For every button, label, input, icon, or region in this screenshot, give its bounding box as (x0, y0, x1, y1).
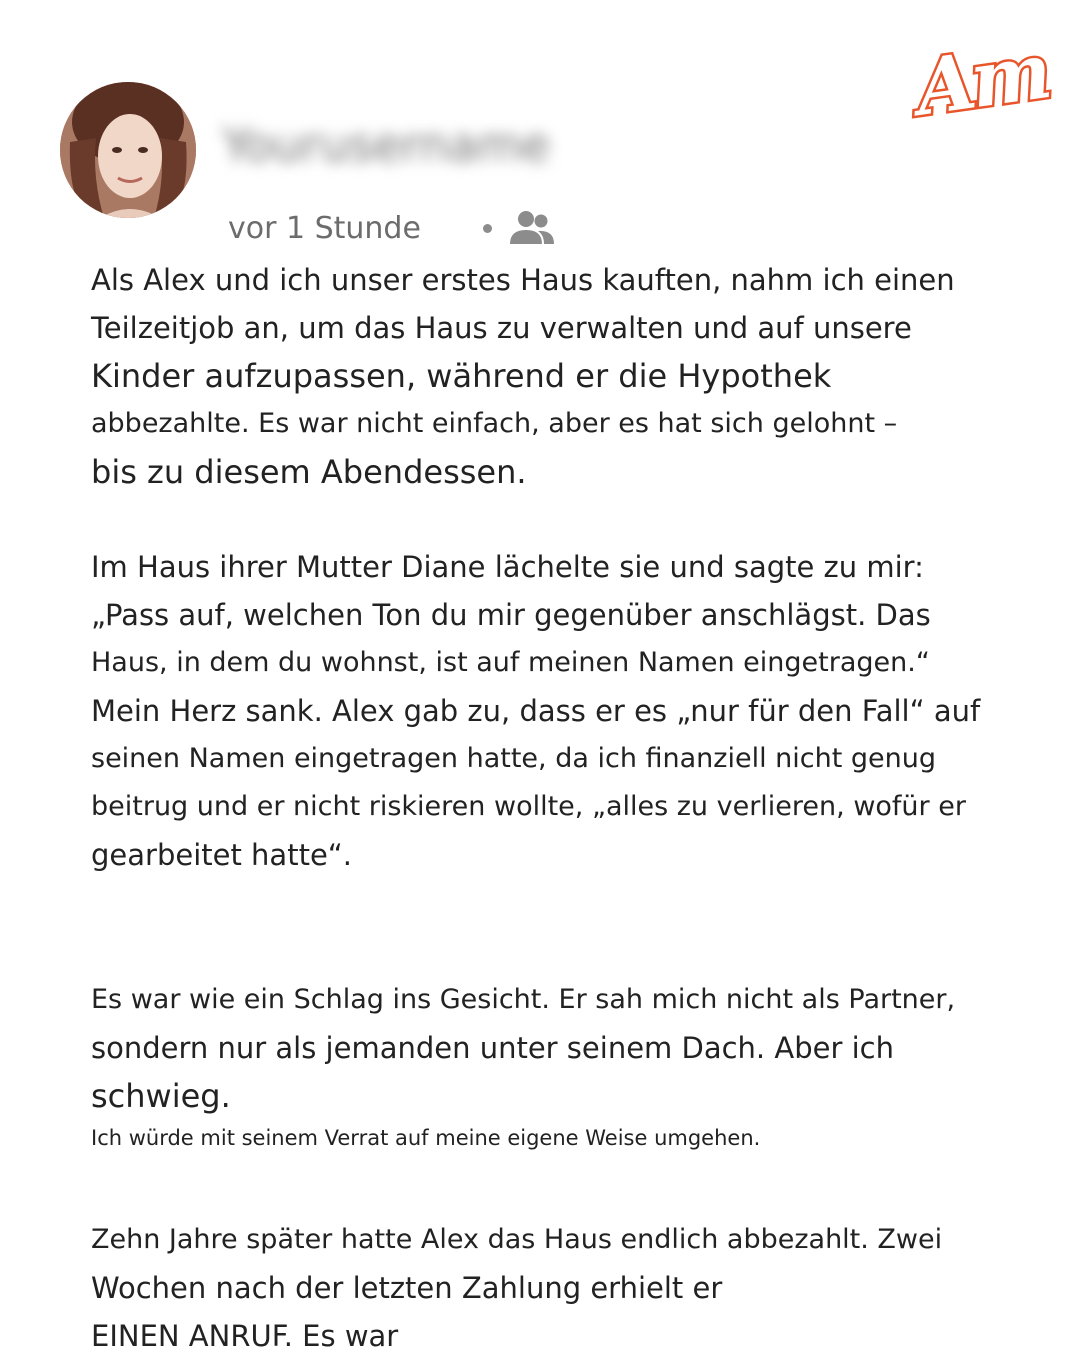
text-line: Kinder aufzupassen, während er die Hypothek (91, 357, 832, 395)
text-line: schwieg. (91, 1077, 231, 1115)
logo-text: Am (910, 25, 1054, 133)
text-line: Im Haus ihrer Mutter Diane lächelte sie und sagte zu mir: (91, 550, 924, 584)
text-line: EINEN ANRUF. Es war (91, 1319, 399, 1353)
text-line: bis zu diesem Abendessen. (91, 453, 527, 491)
text-line: Zehn Jahre später hatte Alex das Haus endlich abbezahlt. Zwei (91, 1224, 943, 1255)
paragraph-3 (91, 976, 1021, 1156)
text-line: Ich würde mit seinem Verrat auf meine eigene Weise umgehen. (91, 1126, 761, 1150)
text-line: „Pass auf, welchen Ton du mir gegenüber anschlägst. Das (91, 598, 931, 632)
people-icon[interactable] (508, 208, 556, 248)
author-name[interactable]: Yourusername (222, 118, 551, 172)
text-line: Teilzeitjob an, um das Haus zu verwalten und auf unsere (91, 311, 912, 345)
post-meta (228, 208, 556, 248)
paragraph-2 (91, 543, 1021, 879)
brand-logo (912, 24, 1052, 134)
profile-photo-icon (60, 82, 196, 218)
text-line: Es war wie ein Schlag ins Gesicht. Er sah mich nicht als Partner, (91, 984, 956, 1015)
text-line: abbezahlte. Es war nicht einfach, aber es hat sich gelohnt – (91, 408, 898, 439)
text-line: Haus, in dem du wohnst, ist auf meinen Namen eingetragen.“ (91, 647, 930, 678)
text-line: Als Alex und ich unser erstes Haus kauften, nahm ich einen (91, 263, 955, 297)
avatar[interactable] (60, 82, 196, 218)
text-line: gearbeitet hatte“. (91, 838, 353, 872)
text-line: Wochen nach der letzten Zahlung erhielt er (91, 1271, 723, 1305)
paragraph-4 (91, 1216, 1021, 1360)
text-line: beitrug und er nicht riskieren wollte, „alles zu verlieren, wofür er (91, 791, 966, 822)
text-line: seinen Namen eingetragen hatte, da ich finanziell nicht genug (91, 743, 937, 774)
text-line: sondern nur als jemanden unter seinem Dach. Aber ich (91, 1031, 894, 1065)
paragraph-1 (91, 256, 1021, 496)
timestamp[interactable]: vor 1 Stunde (228, 210, 421, 246)
separator-dot (483, 224, 492, 233)
text-line: Mein Herz sank. Alex gab zu, dass er es „nur für den Fall“ auf (91, 694, 981, 728)
